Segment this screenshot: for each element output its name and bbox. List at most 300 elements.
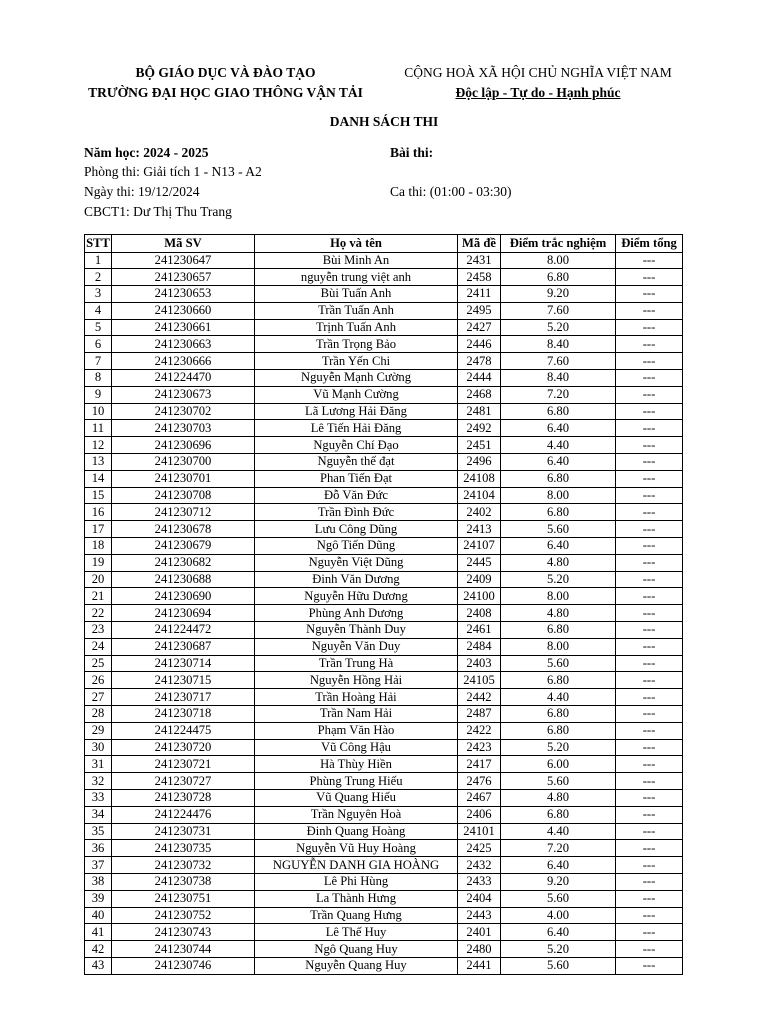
cell-student-id: 241230718 bbox=[112, 706, 255, 723]
cell-mc-score: 6.80 bbox=[501, 722, 616, 739]
cell-full-name: Trần Quang Hưng bbox=[255, 907, 458, 924]
cell-full-name: Nguyễn Việt Dũng bbox=[255, 554, 458, 571]
table-row bbox=[85, 756, 683, 773]
cell-total-score: --- bbox=[616, 890, 683, 907]
cell-full-name: Nguyễn Chí Đạo bbox=[255, 437, 458, 454]
cell-full-name: Lã Lương Hải Đăng bbox=[255, 403, 458, 420]
cell-mc-score: 6.80 bbox=[501, 269, 616, 286]
cell-stt: 26 bbox=[85, 672, 112, 689]
table-row bbox=[85, 890, 683, 907]
cell-exam-code: 2446 bbox=[458, 336, 501, 353]
cell-student-id: 241224476 bbox=[112, 806, 255, 823]
cell-stt: 40 bbox=[85, 907, 112, 924]
cell-total-score: --- bbox=[616, 873, 683, 890]
cell-total-score: --- bbox=[616, 588, 683, 605]
cell-mc-score: 5.60 bbox=[501, 957, 616, 974]
cell-mc-score: 5.20 bbox=[501, 739, 616, 756]
cell-stt: 37 bbox=[85, 857, 112, 874]
cell-student-id: 241230690 bbox=[112, 588, 255, 605]
cell-exam-code: 2480 bbox=[458, 941, 501, 958]
cell-student-id: 241230752 bbox=[112, 907, 255, 924]
cell-stt: 38 bbox=[85, 873, 112, 890]
cell-total-score: --- bbox=[616, 957, 683, 974]
cell-full-name: Trần Yến Chi bbox=[255, 353, 458, 370]
cell-exam-code: 2411 bbox=[458, 286, 501, 303]
cell-mc-score: 6.40 bbox=[501, 454, 616, 471]
cell-total-score: --- bbox=[616, 739, 683, 756]
table-row bbox=[85, 571, 683, 588]
cell-student-id: 241230701 bbox=[112, 470, 255, 487]
cell-total-score: --- bbox=[616, 420, 683, 437]
cell-stt: 30 bbox=[85, 739, 112, 756]
cell-stt: 7 bbox=[85, 353, 112, 370]
cell-stt: 23 bbox=[85, 622, 112, 639]
cell-stt: 11 bbox=[85, 420, 112, 437]
cell-exam-code: 2441 bbox=[458, 957, 501, 974]
university-name: TRƯỜNG ĐẠI HỌC GIAO THÔNG VẬN TẢI bbox=[88, 85, 363, 100]
cell-mc-score: 6.80 bbox=[501, 403, 616, 420]
table-row bbox=[85, 638, 683, 655]
cell-student-id: 241230746 bbox=[112, 957, 255, 974]
cell-exam-code: 2431 bbox=[458, 252, 501, 269]
table-row bbox=[85, 605, 683, 622]
exam-shift: Ca thi: (01:00 - 03:30) bbox=[390, 184, 512, 199]
cell-student-id: 241230714 bbox=[112, 655, 255, 672]
cell-stt: 34 bbox=[85, 806, 112, 823]
cell-full-name: Nguyễn Thành Duy bbox=[255, 622, 458, 639]
cell-mc-score: 5.60 bbox=[501, 890, 616, 907]
cell-exam-code: 2433 bbox=[458, 873, 501, 890]
table-row bbox=[85, 689, 683, 706]
cell-exam-code: 2444 bbox=[458, 370, 501, 387]
cell-total-score: --- bbox=[616, 638, 683, 655]
cell-total-score: --- bbox=[616, 806, 683, 823]
cell-stt: 10 bbox=[85, 403, 112, 420]
cell-full-name: Hà Thùy Hiền bbox=[255, 756, 458, 773]
table-row bbox=[85, 739, 683, 756]
cell-student-id: 241230721 bbox=[112, 756, 255, 773]
cell-full-name: Lê Phi Hùng bbox=[255, 873, 458, 890]
cell-total-score: --- bbox=[616, 773, 683, 790]
cell-stt: 31 bbox=[85, 756, 112, 773]
cell-exam-code: 2413 bbox=[458, 521, 501, 538]
table-row bbox=[85, 538, 683, 555]
table-row bbox=[85, 521, 683, 538]
cell-mc-score: 4.40 bbox=[501, 437, 616, 454]
table-row bbox=[85, 655, 683, 672]
table-row bbox=[85, 420, 683, 437]
exam-date: Ngày thi: 19/12/2024 bbox=[84, 184, 200, 199]
cell-student-id: 241230694 bbox=[112, 605, 255, 622]
cell-total-score: --- bbox=[616, 605, 683, 622]
cell-exam-code: 2404 bbox=[458, 890, 501, 907]
cell-student-id: 241230696 bbox=[112, 437, 255, 454]
cell-stt: 14 bbox=[85, 470, 112, 487]
cell-mc-score: 8.00 bbox=[501, 638, 616, 655]
cell-total-score: --- bbox=[616, 622, 683, 639]
cell-student-id: 241230743 bbox=[112, 924, 255, 941]
table-row bbox=[85, 706, 683, 723]
table-row bbox=[85, 454, 683, 471]
cell-student-id: 241230700 bbox=[112, 454, 255, 471]
table-row bbox=[85, 622, 683, 639]
cell-student-id: 241230647 bbox=[112, 252, 255, 269]
cell-full-name: Vũ Quang Hiếu bbox=[255, 790, 458, 807]
cell-exam-code: 2458 bbox=[458, 269, 501, 286]
cell-full-name: Vũ Công Hậu bbox=[255, 739, 458, 756]
cell-mc-score: 5.60 bbox=[501, 521, 616, 538]
cell-stt: 20 bbox=[85, 571, 112, 588]
cell-total-score: --- bbox=[616, 370, 683, 387]
cell-full-name: Đinh Văn Dương bbox=[255, 571, 458, 588]
cell-full-name: Trần Trung Hà bbox=[255, 655, 458, 672]
table-row bbox=[85, 857, 683, 874]
cell-mc-score: 5.20 bbox=[501, 571, 616, 588]
republic-name: CỘNG HOÀ XÃ HỘI CHỦ NGHĨA VIỆT NAM bbox=[404, 65, 672, 80]
cell-full-name: Lê Thế Huy bbox=[255, 924, 458, 941]
exam-name: Bài thi: bbox=[390, 145, 434, 160]
cell-exam-code: 2492 bbox=[458, 420, 501, 437]
cell-student-id: 241224470 bbox=[112, 370, 255, 387]
cell-mc-score: 4.80 bbox=[501, 554, 616, 571]
ministry-name: BỘ GIÁO DỤC VÀ ĐÀO TẠO bbox=[135, 65, 316, 80]
cell-mc-score: 6.40 bbox=[501, 538, 616, 555]
cell-exam-code: 2401 bbox=[458, 924, 501, 941]
cell-student-id: 241230687 bbox=[112, 638, 255, 655]
cell-total-score: --- bbox=[616, 689, 683, 706]
cell-student-id: 241230727 bbox=[112, 773, 255, 790]
cell-student-id: 241230717 bbox=[112, 689, 255, 706]
header-student-id: Mã SV bbox=[112, 235, 255, 253]
table-row bbox=[85, 907, 683, 924]
table-row bbox=[85, 588, 683, 605]
header-exam-code: Mã đề bbox=[458, 235, 501, 253]
cell-full-name: Trần Trọng Bảo bbox=[255, 336, 458, 353]
cell-stt: 19 bbox=[85, 554, 112, 571]
cell-mc-score: 6.40 bbox=[501, 420, 616, 437]
cell-stt: 9 bbox=[85, 386, 112, 403]
cell-student-id: 241230712 bbox=[112, 504, 255, 521]
cell-stt: 35 bbox=[85, 823, 112, 840]
cell-stt: 39 bbox=[85, 890, 112, 907]
table-row bbox=[85, 790, 683, 807]
cell-exam-code: 24101 bbox=[458, 823, 501, 840]
cell-mc-score: 5.20 bbox=[501, 319, 616, 336]
cell-total-score: --- bbox=[616, 538, 683, 555]
cell-mc-score: 5.60 bbox=[501, 655, 616, 672]
cell-total-score: --- bbox=[616, 470, 683, 487]
cell-student-id: 241230679 bbox=[112, 538, 255, 555]
cell-stt: 27 bbox=[85, 689, 112, 706]
cell-exam-code: 2461 bbox=[458, 622, 501, 639]
cell-student-id: 241230728 bbox=[112, 790, 255, 807]
cell-stt: 8 bbox=[85, 370, 112, 387]
cell-full-name: Nguyễn Hữu Dương bbox=[255, 588, 458, 605]
cell-stt: 17 bbox=[85, 521, 112, 538]
cell-mc-score: 4.80 bbox=[501, 605, 616, 622]
cell-exam-code: 24107 bbox=[458, 538, 501, 555]
cell-exam-code: 2484 bbox=[458, 638, 501, 655]
cell-exam-code: 2442 bbox=[458, 689, 501, 706]
cell-mc-score: 6.80 bbox=[501, 504, 616, 521]
cell-total-score: --- bbox=[616, 672, 683, 689]
cell-stt: 15 bbox=[85, 487, 112, 504]
cell-exam-code: 2423 bbox=[458, 739, 501, 756]
document-title: DANH SÁCH THI bbox=[329, 114, 439, 129]
cell-student-id: 241230682 bbox=[112, 554, 255, 571]
cell-stt: 1 bbox=[85, 252, 112, 269]
cell-stt: 28 bbox=[85, 706, 112, 723]
header-full-name: Họ và tên bbox=[255, 235, 458, 253]
cell-mc-score: 8.40 bbox=[501, 370, 616, 387]
table-row bbox=[85, 252, 683, 269]
cell-exam-code: 2406 bbox=[458, 806, 501, 823]
cell-mc-score: 9.20 bbox=[501, 873, 616, 890]
cell-student-id: 241230661 bbox=[112, 319, 255, 336]
cell-total-score: --- bbox=[616, 907, 683, 924]
cell-full-name: Nguyễn Văn Duy bbox=[255, 638, 458, 655]
cell-total-score: --- bbox=[616, 655, 683, 672]
table-row bbox=[85, 924, 683, 941]
cell-mc-score: 6.80 bbox=[501, 622, 616, 639]
cell-full-name: Lưu Công Dũng bbox=[255, 521, 458, 538]
proctor: CBCT1: Dư Thị Thu Trang bbox=[84, 204, 232, 219]
cell-stt: 25 bbox=[85, 655, 112, 672]
cell-exam-code: 2476 bbox=[458, 773, 501, 790]
cell-full-name: La Thành Hưng bbox=[255, 890, 458, 907]
cell-student-id: 241230732 bbox=[112, 857, 255, 874]
cell-mc-score: 6.80 bbox=[501, 672, 616, 689]
school-year: Năm học: 2024 - 2025 bbox=[84, 145, 209, 160]
cell-full-name: Trịnh Tuấn Anh bbox=[255, 319, 458, 336]
cell-full-name: Đinh Quang Hoàng bbox=[255, 823, 458, 840]
header-right bbox=[388, 63, 688, 103]
table-body bbox=[85, 252, 683, 974]
cell-total-score: --- bbox=[616, 571, 683, 588]
cell-full-name: Trần Hoàng Hải bbox=[255, 689, 458, 706]
cell-full-name: Bùi Minh An bbox=[255, 252, 458, 269]
table-row bbox=[85, 386, 683, 403]
cell-exam-code: 2445 bbox=[458, 554, 501, 571]
cell-exam-code: 2409 bbox=[458, 571, 501, 588]
cell-full-name: Ngô Tiến Dũng bbox=[255, 538, 458, 555]
cell-total-score: --- bbox=[616, 790, 683, 807]
cell-full-name: Phạm Văn Hào bbox=[255, 722, 458, 739]
cell-stt: 6 bbox=[85, 336, 112, 353]
cell-mc-score: 7.60 bbox=[501, 302, 616, 319]
cell-student-id: 241230660 bbox=[112, 302, 255, 319]
cell-total-score: --- bbox=[616, 706, 683, 723]
cell-mc-score: 7.20 bbox=[501, 840, 616, 857]
cell-stt: 32 bbox=[85, 773, 112, 790]
table-row bbox=[85, 504, 683, 521]
cell-total-score: --- bbox=[616, 437, 683, 454]
cell-exam-code: 2478 bbox=[458, 353, 501, 370]
cell-stt: 24 bbox=[85, 638, 112, 655]
cell-exam-code: 24100 bbox=[458, 588, 501, 605]
cell-mc-score: 6.80 bbox=[501, 806, 616, 823]
national-motto: Độc lập - Tự do - Hạnh phúc bbox=[455, 85, 621, 100]
cell-student-id: 241230666 bbox=[112, 353, 255, 370]
cell-full-name: nguyễn trung việt anh bbox=[255, 269, 458, 286]
cell-stt: 42 bbox=[85, 941, 112, 958]
cell-mc-score: 4.00 bbox=[501, 907, 616, 924]
cell-mc-score: 7.60 bbox=[501, 353, 616, 370]
header-mc-score: Điểm trắc nghiệm bbox=[501, 235, 616, 253]
cell-student-id: 241230703 bbox=[112, 420, 255, 437]
cell-full-name: Ngô Quang Huy bbox=[255, 941, 458, 958]
table-row bbox=[85, 722, 683, 739]
cell-full-name: Vũ Mạnh Cường bbox=[255, 386, 458, 403]
cell-mc-score: 9.20 bbox=[501, 286, 616, 303]
cell-total-score: --- bbox=[616, 554, 683, 571]
table-row bbox=[85, 487, 683, 504]
cell-student-id: 241230702 bbox=[112, 403, 255, 420]
cell-full-name: Nguyễn thế đạt bbox=[255, 454, 458, 471]
cell-student-id: 241230738 bbox=[112, 873, 255, 890]
cell-total-score: --- bbox=[616, 941, 683, 958]
cell-full-name: Bùi Tuấn Anh bbox=[255, 286, 458, 303]
cell-full-name: Trần Nguyên Hoà bbox=[255, 806, 458, 823]
cell-stt: 22 bbox=[85, 605, 112, 622]
cell-total-score: --- bbox=[616, 487, 683, 504]
table-row bbox=[85, 269, 683, 286]
cell-total-score: --- bbox=[616, 521, 683, 538]
cell-student-id: 241230720 bbox=[112, 739, 255, 756]
cell-total-score: --- bbox=[616, 504, 683, 521]
cell-mc-score: 8.00 bbox=[501, 588, 616, 605]
cell-mc-score: 4.40 bbox=[501, 823, 616, 840]
cell-exam-code: 2487 bbox=[458, 706, 501, 723]
table-row bbox=[85, 302, 683, 319]
cell-exam-code: 2468 bbox=[458, 386, 501, 403]
cell-exam-code: 24108 bbox=[458, 470, 501, 487]
cell-total-score: --- bbox=[616, 403, 683, 420]
table-row bbox=[85, 773, 683, 790]
table-row bbox=[85, 286, 683, 303]
table-row bbox=[85, 370, 683, 387]
cell-total-score: --- bbox=[616, 924, 683, 941]
cell-total-score: --- bbox=[616, 756, 683, 773]
cell-mc-score: 6.40 bbox=[501, 857, 616, 874]
cell-total-score: --- bbox=[616, 302, 683, 319]
cell-total-score: --- bbox=[616, 454, 683, 471]
header-stt: STT bbox=[85, 235, 112, 253]
exam-list-table bbox=[84, 234, 683, 975]
cell-student-id: 241230708 bbox=[112, 487, 255, 504]
cell-mc-score: 8.40 bbox=[501, 336, 616, 353]
cell-stt: 21 bbox=[85, 588, 112, 605]
cell-student-id: 241224472 bbox=[112, 622, 255, 639]
cell-exam-code: 2443 bbox=[458, 907, 501, 924]
cell-total-score: --- bbox=[616, 353, 683, 370]
cell-student-id: 241230715 bbox=[112, 672, 255, 689]
cell-stt: 16 bbox=[85, 504, 112, 521]
cell-full-name: Trần Nam Hải bbox=[255, 706, 458, 723]
cell-exam-code: 24105 bbox=[458, 672, 501, 689]
cell-stt: 43 bbox=[85, 957, 112, 974]
cell-total-score: --- bbox=[616, 269, 683, 286]
table-row bbox=[85, 823, 683, 840]
cell-student-id: 241230731 bbox=[112, 823, 255, 840]
cell-exam-code: 2427 bbox=[458, 319, 501, 336]
cell-student-id: 241230735 bbox=[112, 840, 255, 857]
cell-full-name: Đỗ Văn Đức bbox=[255, 487, 458, 504]
table-row bbox=[85, 470, 683, 487]
cell-student-id: 241224475 bbox=[112, 722, 255, 739]
cell-stt: 13 bbox=[85, 454, 112, 471]
cell-stt: 18 bbox=[85, 538, 112, 555]
table-row bbox=[85, 806, 683, 823]
cell-total-score: --- bbox=[616, 857, 683, 874]
cell-exam-code: 2481 bbox=[458, 403, 501, 420]
table-row bbox=[85, 554, 683, 571]
cell-mc-score: 5.60 bbox=[501, 773, 616, 790]
cell-stt: 41 bbox=[85, 924, 112, 941]
cell-total-score: --- bbox=[616, 386, 683, 403]
cell-student-id: 241230678 bbox=[112, 521, 255, 538]
table-header-row bbox=[85, 235, 683, 253]
table-row bbox=[85, 840, 683, 857]
cell-total-score: --- bbox=[616, 286, 683, 303]
header-left bbox=[78, 63, 373, 103]
cell-exam-code: 2495 bbox=[458, 302, 501, 319]
cell-exam-code: 2408 bbox=[458, 605, 501, 622]
cell-exam-code: 2451 bbox=[458, 437, 501, 454]
cell-mc-score: 8.00 bbox=[501, 487, 616, 504]
cell-student-id: 241230673 bbox=[112, 386, 255, 403]
cell-stt: 29 bbox=[85, 722, 112, 739]
cell-mc-score: 5.20 bbox=[501, 941, 616, 958]
cell-student-id: 241230744 bbox=[112, 941, 255, 958]
cell-full-name: Nguyễn Hồng Hải bbox=[255, 672, 458, 689]
cell-full-name: Nguyễn Quang Huy bbox=[255, 957, 458, 974]
cell-full-name: Phùng Trung Hiếu bbox=[255, 773, 458, 790]
cell-mc-score: 4.80 bbox=[501, 790, 616, 807]
cell-exam-code: 2467 bbox=[458, 790, 501, 807]
cell-mc-score: 6.00 bbox=[501, 756, 616, 773]
cell-exam-code: 2422 bbox=[458, 722, 501, 739]
cell-stt: 2 bbox=[85, 269, 112, 286]
table-row bbox=[85, 957, 683, 974]
cell-exam-code: 2403 bbox=[458, 655, 501, 672]
cell-full-name: Nguyễn Mạnh Cường bbox=[255, 370, 458, 387]
table-row bbox=[85, 873, 683, 890]
cell-exam-code: 2432 bbox=[458, 857, 501, 874]
table-row bbox=[85, 437, 683, 454]
cell-total-score: --- bbox=[616, 840, 683, 857]
cell-total-score: --- bbox=[616, 336, 683, 353]
cell-mc-score: 8.00 bbox=[501, 252, 616, 269]
cell-stt: 4 bbox=[85, 302, 112, 319]
cell-stt: 36 bbox=[85, 840, 112, 857]
cell-exam-code: 2425 bbox=[458, 840, 501, 857]
cell-mc-score: 4.40 bbox=[501, 689, 616, 706]
cell-exam-code: 2417 bbox=[458, 756, 501, 773]
table-row bbox=[85, 403, 683, 420]
cell-stt: 12 bbox=[85, 437, 112, 454]
cell-student-id: 241230751 bbox=[112, 890, 255, 907]
table-row bbox=[85, 353, 683, 370]
cell-mc-score: 7.20 bbox=[501, 386, 616, 403]
cell-mc-score: 6.80 bbox=[501, 706, 616, 723]
cell-exam-code: 24104 bbox=[458, 487, 501, 504]
cell-full-name: Lê Tiến Hải Đăng bbox=[255, 420, 458, 437]
cell-exam-code: 2496 bbox=[458, 454, 501, 471]
cell-student-id: 241230653 bbox=[112, 286, 255, 303]
exam-room: Phòng thi: Giải tích 1 - N13 - A2 bbox=[84, 164, 262, 179]
cell-student-id: 241230663 bbox=[112, 336, 255, 353]
